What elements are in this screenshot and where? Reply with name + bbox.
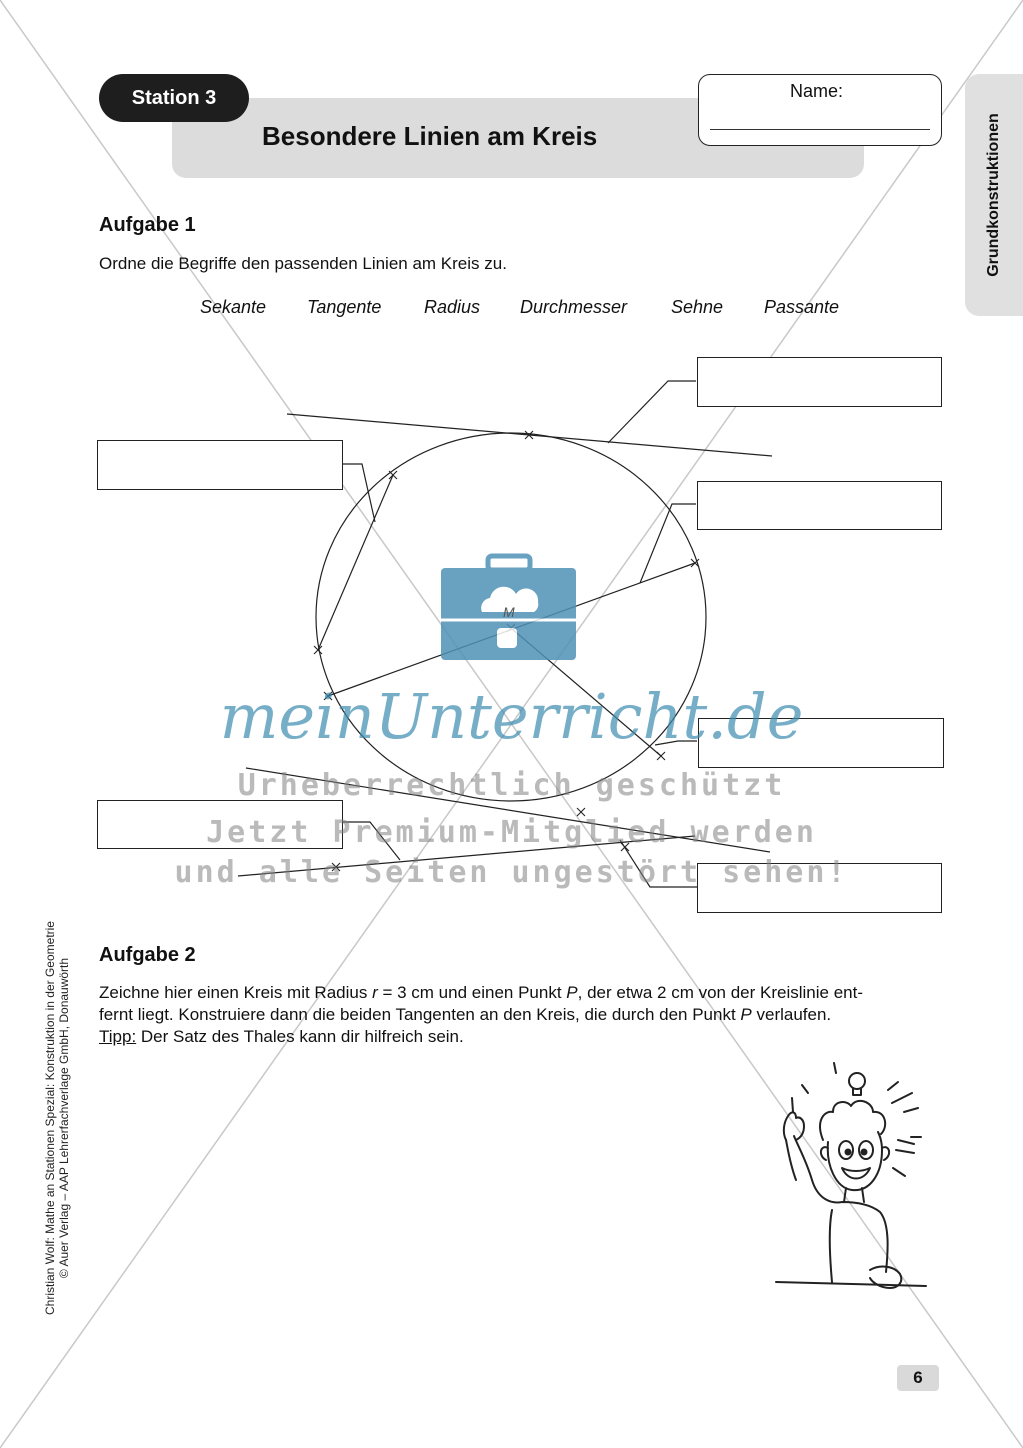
term-passante: Passante [764, 297, 840, 317]
page-number: 6 [897, 1365, 939, 1391]
r-symbol: r [372, 983, 378, 1002]
task1-heading: Aufgabe 1 [99, 214, 196, 236]
tip-label: Tipp: [99, 1027, 137, 1046]
watermark-line-2: Jetzt Premium-Mitglied werden [206, 815, 817, 850]
term-sehne: Sehne [671, 297, 724, 317]
page-title: Besondere Linien am Kreis [262, 121, 598, 151]
watermark-line-1: Urheberrechtlich geschützt [237, 768, 786, 803]
task1-instruction: Ordne die Begriffe den passenden Linien am Kreis zu. [99, 254, 507, 273]
term-radius: Radius [424, 297, 481, 317]
task2-heading: Aufgabe 2 [99, 944, 196, 966]
term-durchmesser: Durchmesser [520, 297, 628, 317]
term-sekante: Sekante [200, 297, 267, 317]
task2-instruction: Zeichne hier einen Kreis mit Radius r = 3 cm und einen Punkt P, der etwa 2 cm von der Kreislinie ent- fernt liegt. Konstruiere dann die beiden Tangenten an den Kreis, die durch den Punkt P verlaufen. Tipp: Der Satz des Thales kann dir hilfreich sein. [99, 983, 863, 1046]
p-symbol: P [566, 983, 578, 1002]
station-badge: Station 3 [99, 74, 249, 122]
copyright-credit: Christian Wolf: Mathe an Stationen Spezial: Konstruktion in der Geometrie © Auer Verlag – AAP Lehrerfachverlage GmbH, Donauwörth [43, 921, 71, 1315]
name-label: Name: [790, 81, 844, 101]
term-tangente: Tangente [307, 297, 382, 317]
watermark-brand: meinUnterricht.de [219, 680, 804, 753]
watermark-line-3: und alle Seiten ungestört sehen! [174, 855, 849, 890]
side-tab-label: Grundkonstruktionen [985, 113, 1002, 277]
tip-text: Der Satz des Thales kann dir hilfreich sein. [136, 1027, 464, 1046]
center-label-m: M [503, 604, 515, 620]
